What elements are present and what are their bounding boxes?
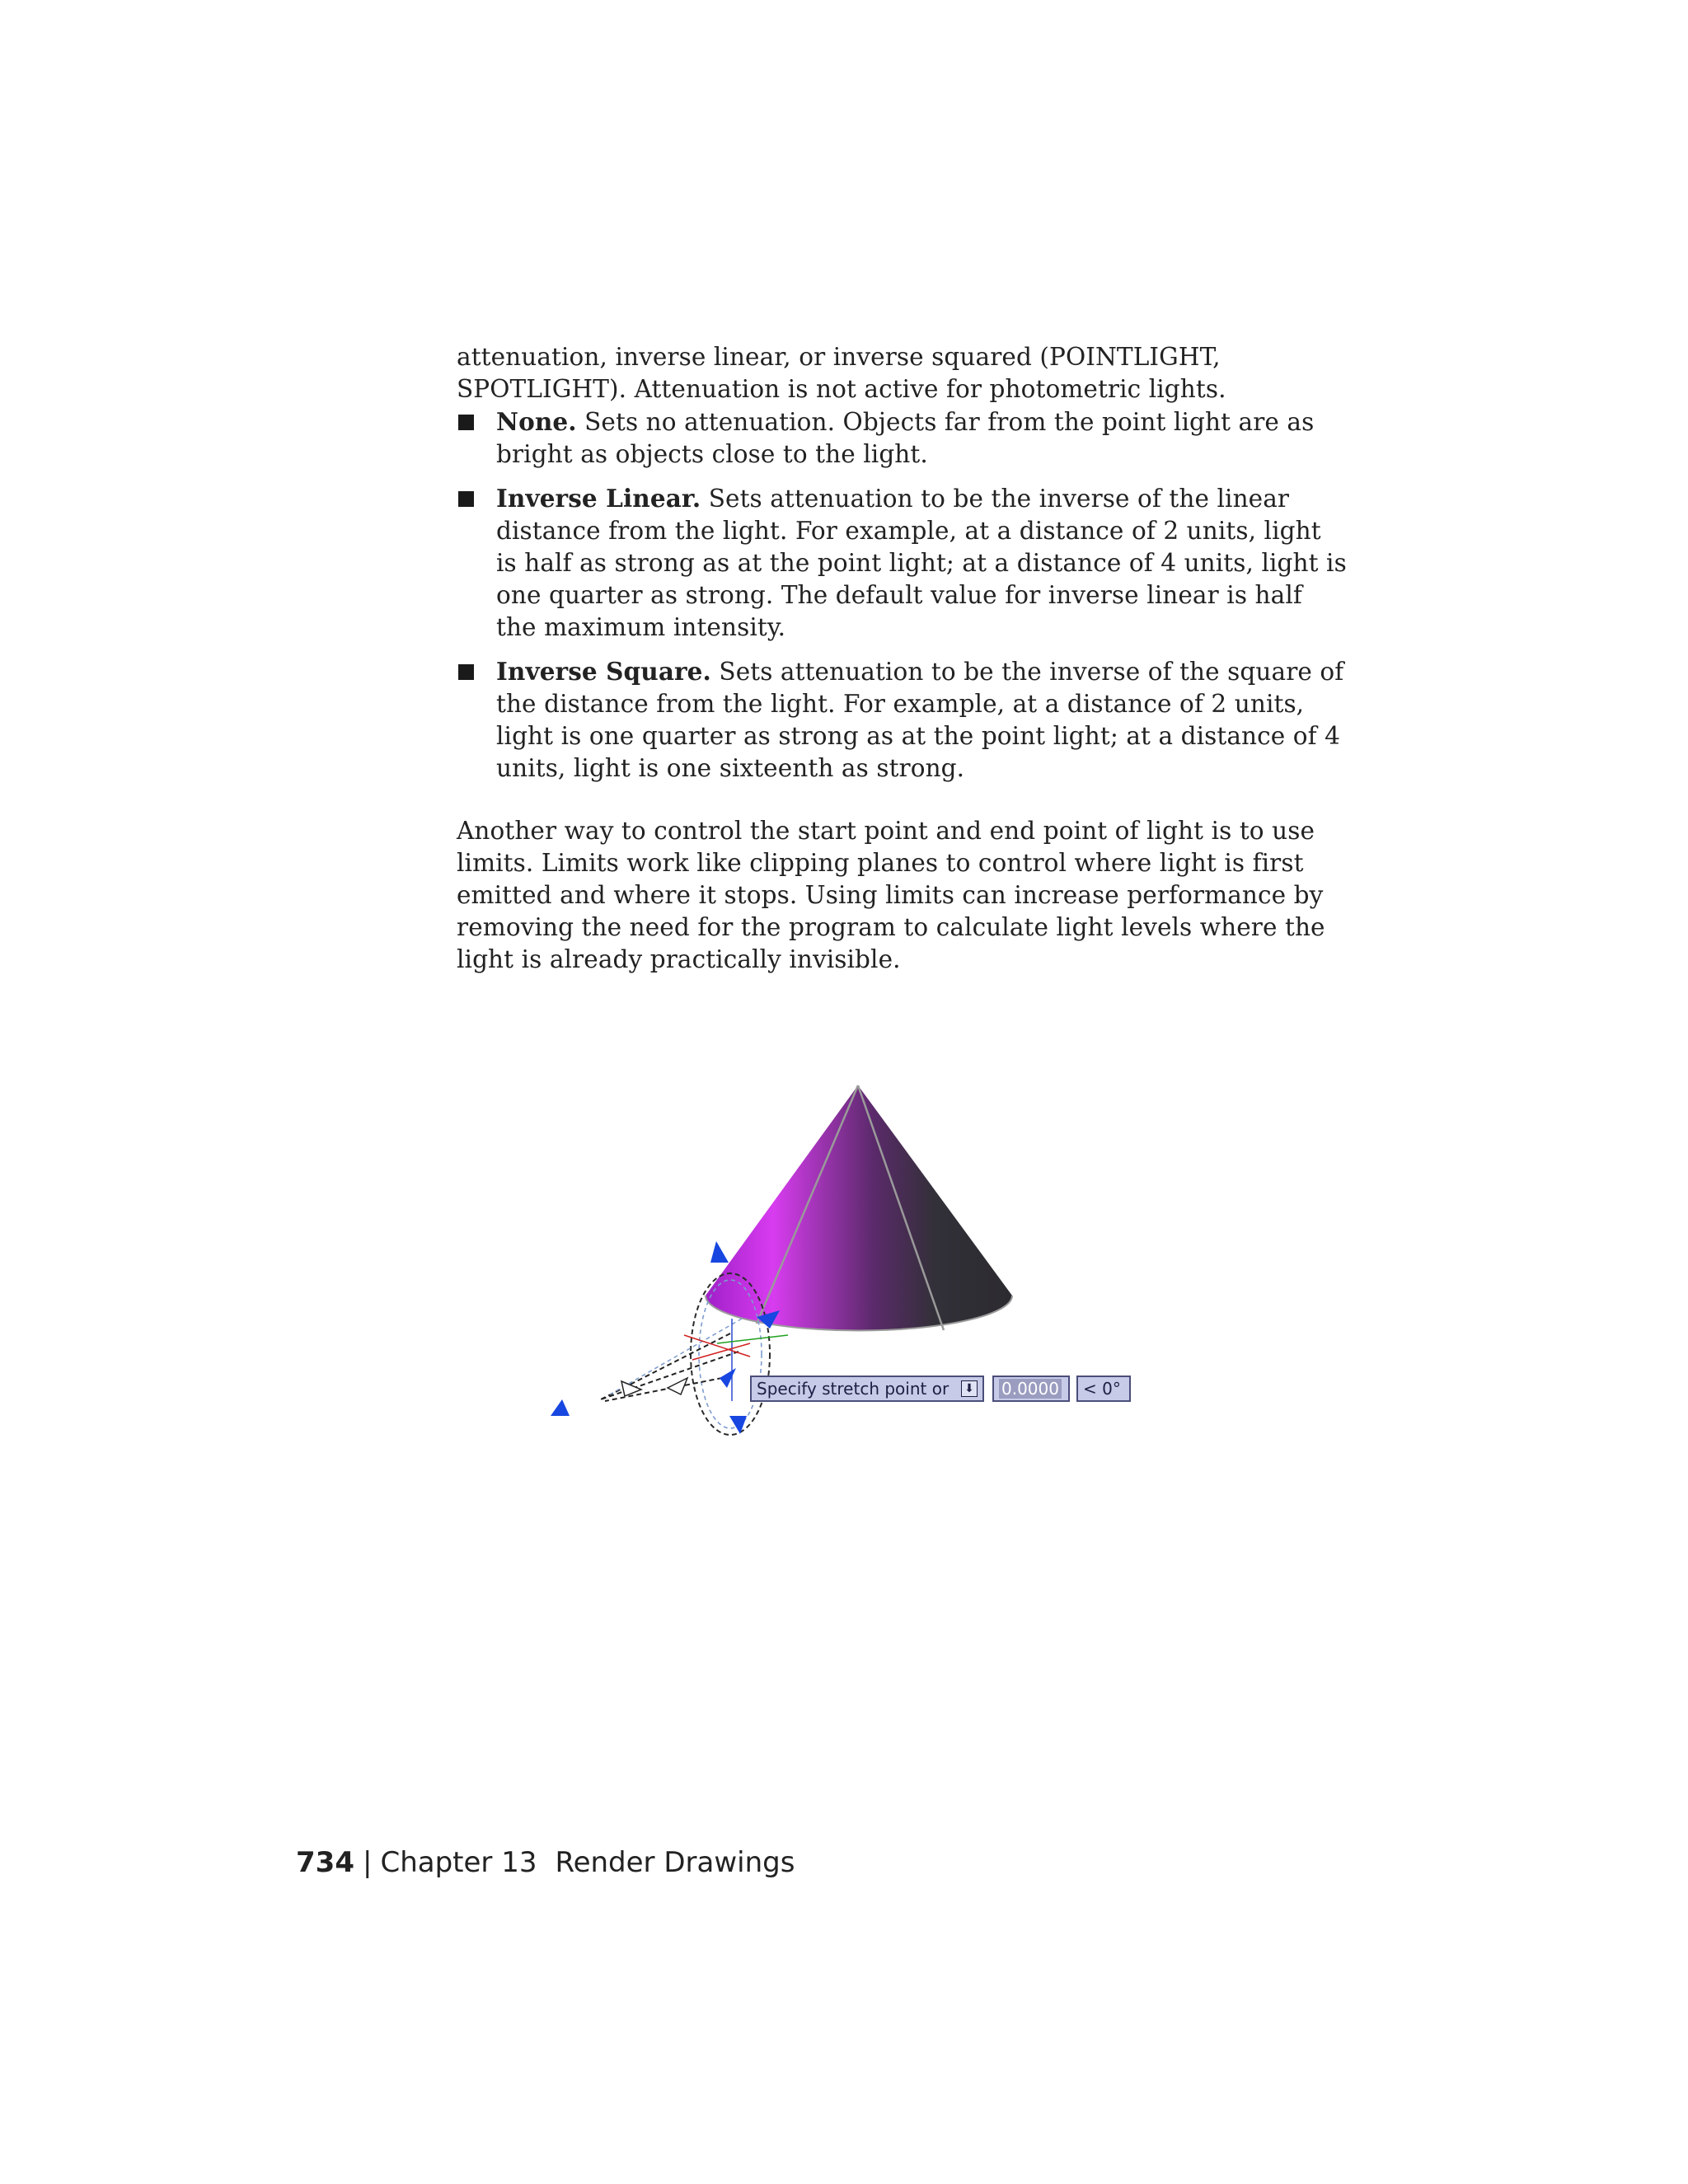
bullet-item-none [457, 405, 1347, 471]
grip-target-icon [551, 1399, 570, 1416]
angle-value[interactable]: < 0° [1083, 1379, 1121, 1399]
bullet-square-icon [458, 415, 474, 430]
cone-shape [706, 1085, 1012, 1330]
chapter-title: Render Drawings [555, 1846, 795, 1879]
bullet-text: Sets no attenuation. Objects far from the point light are as bright as objects close to the light. [496, 408, 1315, 468]
limits-paragraph: Another way to control the start point and end point of light is to use limits. Limits work like clipping planes to control where light is first emitted and where it stops. Using limits can increase performance by removing the need for the program to calculate light levels where the light is already practically invisible. [457, 817, 1325, 973]
bullet-term: None. [496, 407, 577, 436]
page-footer [296, 1846, 795, 1879]
spotlight-cone-figure [544, 1071, 1137, 1459]
bullet-term: Inverse Square. [496, 657, 711, 686]
distance-input-box[interactable] [992, 1376, 1070, 1402]
page-number: 734 [296, 1846, 354, 1879]
dynamic-input-prompt[interactable] [750, 1376, 1131, 1402]
download-arrow-icon[interactable]: ⬇ [961, 1380, 978, 1397]
footer-separator: | [362, 1846, 373, 1879]
chapter-label: Chapter 13 [380, 1846, 537, 1879]
prompt-label: Specify stretch point or [757, 1379, 950, 1399]
bullet-square-icon [458, 664, 474, 680]
angle-input-box[interactable] [1076, 1376, 1131, 1402]
bullet-item-inverse-square [457, 655, 1347, 785]
bullet-item-inverse-linear [457, 482, 1347, 644]
attenuation-options-list [457, 405, 1347, 785]
grip-bottom-icon [729, 1416, 747, 1434]
body-text [457, 341, 1347, 976]
bullet-term: Inverse Linear. [496, 484, 701, 513]
grip-top-icon [710, 1241, 729, 1263]
grip-mid-icon [720, 1368, 736, 1388]
bullet-text: Sets attenuation to be the inverse of the linear distance from the light. For example, at a distance of 2 units, light is half as strong as at the point light; at a distance of 4 units, light is one quarter as strong. The default value for inverse linear is half the maximum intensity. [496, 485, 1347, 641]
prompt-label-box[interactable] [750, 1376, 984, 1402]
bullet-square-icon [458, 491, 474, 507]
intro-paragraph: attenuation, inverse linear, or inverse squared (POINTLIGHT, SPOTLIGHT). Attenuation is not active for photometric lights. [457, 343, 1226, 403]
distance-value[interactable]: 0.0000 [999, 1379, 1062, 1399]
bullet-text: Sets attenuation to be the inverse of the square of the distance from the light. For example, at a distance of 2 units, light is one quarter as strong as at the point light; at a distance of 4 units, light is one sixteenth as strong. [496, 658, 1344, 782]
